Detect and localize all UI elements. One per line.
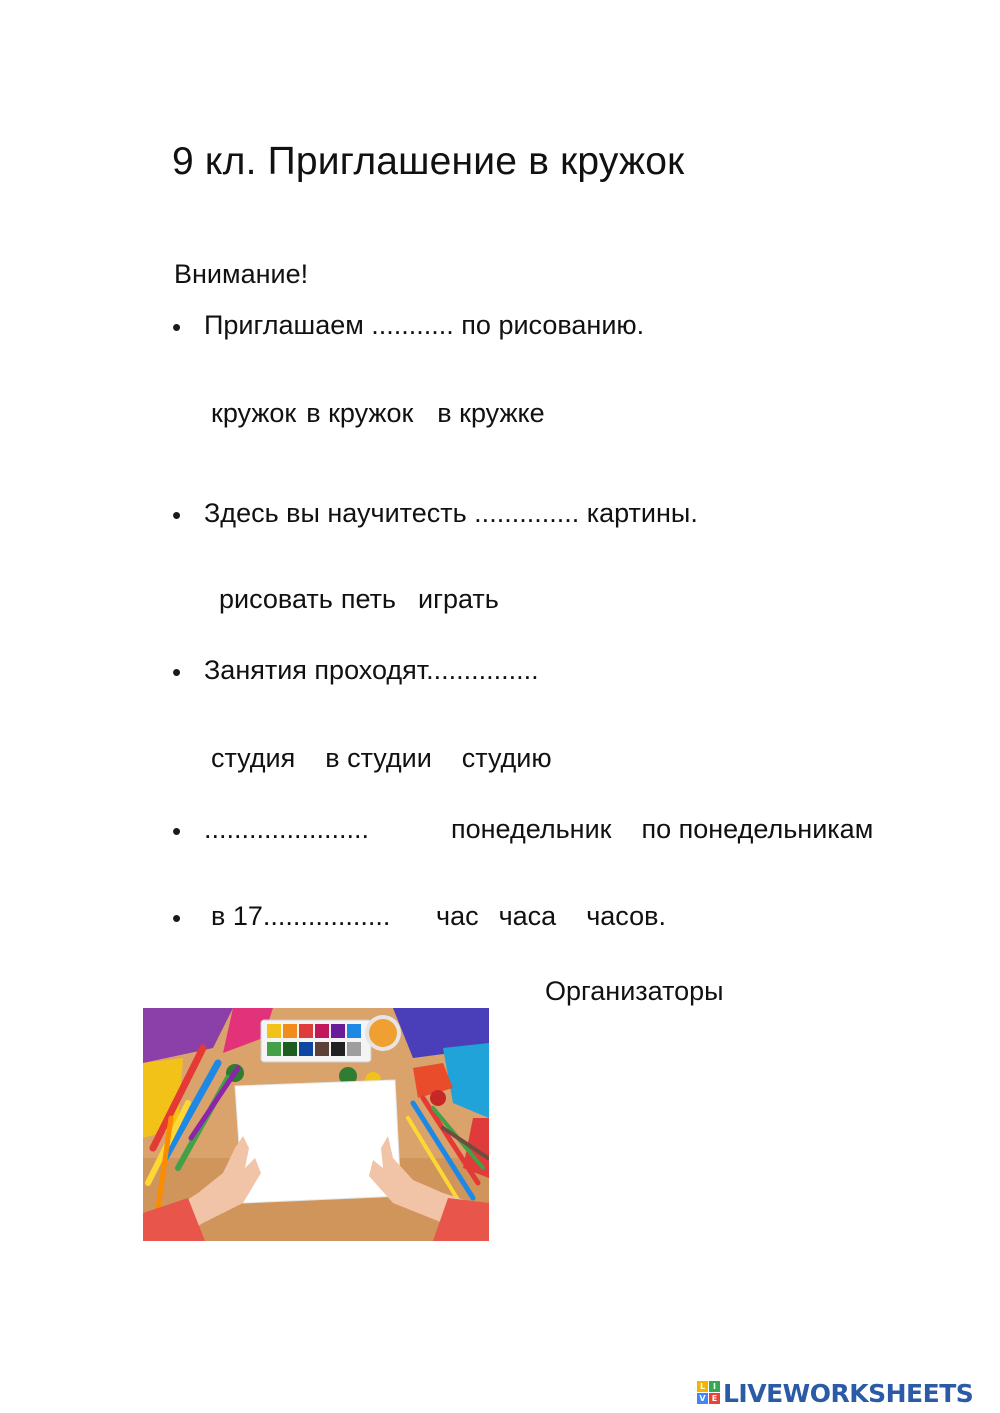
question-2: Здесь вы научитесть .............. картины. (204, 498, 698, 528)
option-3-1[interactable]: студия (211, 743, 296, 773)
option-1-3[interactable]: в кружке (437, 398, 545, 428)
bullet-5: • (172, 903, 182, 933)
bullet-1: • (172, 312, 182, 342)
option-4-2[interactable]: по понедельникам (641, 814, 874, 844)
option-5-3[interactable]: часов. (586, 901, 666, 931)
option-1-2[interactable]: в кружок (306, 398, 414, 428)
option-2-1[interactable]: рисовать (219, 584, 333, 614)
logo-mark-letter-l: L (697, 1381, 708, 1392)
attention-label: Внимание! (174, 259, 309, 289)
option-2-2[interactable]: петь (340, 584, 397, 614)
options-1 (211, 398, 569, 429)
option-4-1[interactable]: понедельник (451, 814, 612, 844)
bullet-2: • (172, 500, 182, 530)
question-1: Приглашаем ........... по рисованию. (204, 310, 645, 340)
art-supplies-illustration (143, 1008, 489, 1241)
option-1-1[interactable]: кружок (211, 398, 297, 428)
options-5 (436, 901, 666, 932)
liveworksheets-mark-icon (697, 1381, 721, 1405)
bullet-4: • (172, 816, 182, 846)
bullet-3: • (172, 657, 182, 687)
signature: Организаторы (545, 976, 724, 1006)
options-4 (451, 814, 873, 845)
question-3: Занятия проходят............... (204, 655, 539, 685)
option-2-3[interactable]: играть (418, 584, 499, 614)
options-3 (211, 743, 576, 774)
page-title: 9 кл. Приглашение в кружок (172, 140, 685, 183)
question-5: в 17................. (211, 901, 391, 931)
logo-mark-letter-v: V (697, 1393, 708, 1404)
logo-text: LIVEWORKSHEETS (723, 1378, 974, 1408)
option-3-3[interactable]: студию (461, 743, 552, 773)
question-4: ...................... (204, 814, 370, 844)
liveworksheets-logo (697, 1378, 973, 1408)
logo-mark-letter-i: I (709, 1381, 720, 1392)
option-5-2[interactable]: часа (498, 901, 557, 931)
art-supplies-photo (143, 1008, 489, 1241)
options-2 (219, 584, 523, 615)
option-5-1[interactable]: час (436, 901, 479, 931)
logo-mark-letter-e: E (709, 1393, 720, 1404)
option-3-2[interactable]: в студии (325, 743, 432, 773)
